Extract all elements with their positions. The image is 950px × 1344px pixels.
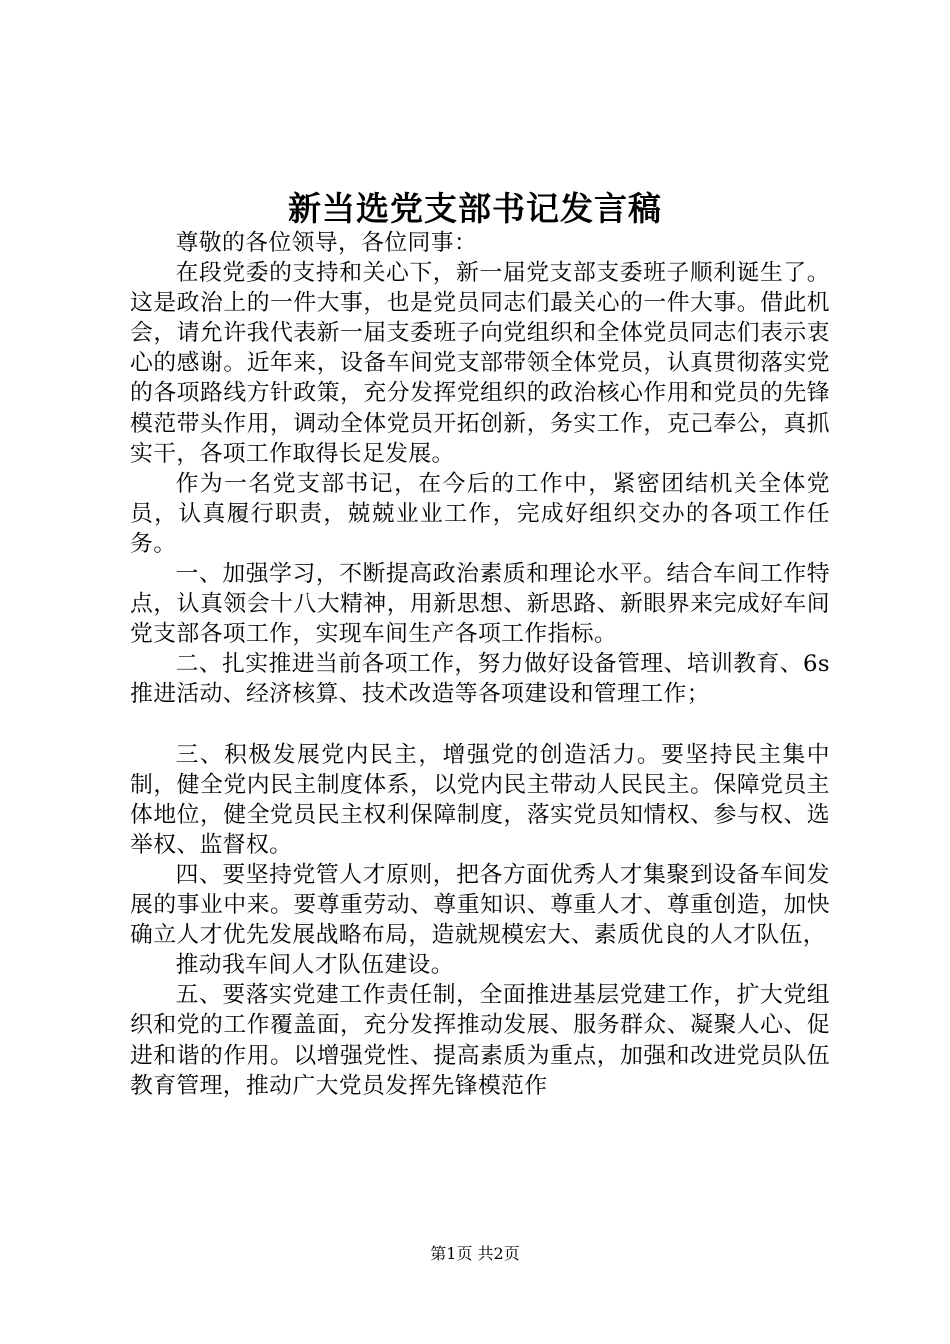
blank-line <box>130 710 830 740</box>
paragraph-6: 四、要坚持党管人才原则，把各方面优秀人才集聚到设备车间发展的事业中来。要尊重劳动、尊重知识、尊重人才、尊重创造，加快确立人才优先发展战略布局，造就规模宏大、素质优良的人才队伍， <box>130 861 830 949</box>
page-number-footer: 第1页 共2页 <box>430 1244 520 1263</box>
salutation: 尊敬的各位领导，各位同事： <box>175 230 478 256</box>
paragraph-2: 作为一名党支部书记，在今后的工作中，紧密团结机关全体党员，认真履行职责，兢兢业业工作，完成好组织交办的各项工作任务。 <box>130 470 830 557</box>
paragraph-5: 三、积极发展党内民主，增强党的创造活力。要坚持民主集中制，健全党内民主制度体系，以党内民主带动人民民主。保障党员主体地位，健全党员民主权利保障制度，落实党员知情权、参与权、选举权、监督权。 <box>130 741 830 858</box>
paragraph-4: 二、扎实推进当前各项工作，努力做好设备管理、培训教育、6s推进活动、经济核算、技术改造等各项建设和管理工作； <box>130 651 830 708</box>
paragraph-1: 在段党委的支持和关心下，新一届党支部支委班子顺利诞生了。这是政治上的一件大事，也是党员同志们最关心的一件大事。借此机会，请允许我代表新一届支委班子向党组织和全体党员同志们表示衷心的感谢。近年来，设备车间党支部带领全体党员，认真贯彻落实党的各项路线方针政策，充分发挥党组织的政治核心作用和党员的先锋模范带头作用，调动全体党员开拓创新，务实工作，克己奉公，真抓实干，各项工作取得长足发展。 <box>130 260 830 467</box>
paragraph-8: 五、要落实党建工作责任制，全面推进基层党建工作，扩大党组织和党的工作覆盖面，充分发挥推动发展、服务群众、凝聚人心、促进和谐的作用。以增强党性、提高素质为重点，加强和改进党员队伍教育管理，推动广大党员发挥先锋模范作 <box>130 982 830 1099</box>
document-body <box>130 228 830 1101</box>
paragraph-3: 一、加强学习，不断提高政治素质和理论水平。结合车间工作特点，认真领会十八大精神，用新思想、新思路、新眼界来完成好车间党支部各项工作，实现车间生产各项工作指标。 <box>130 561 830 648</box>
document-title: 新当选党支部书记发言稿 <box>288 189 662 228</box>
paragraph-7: 推动我车间人才队伍建设。 <box>175 952 454 979</box>
